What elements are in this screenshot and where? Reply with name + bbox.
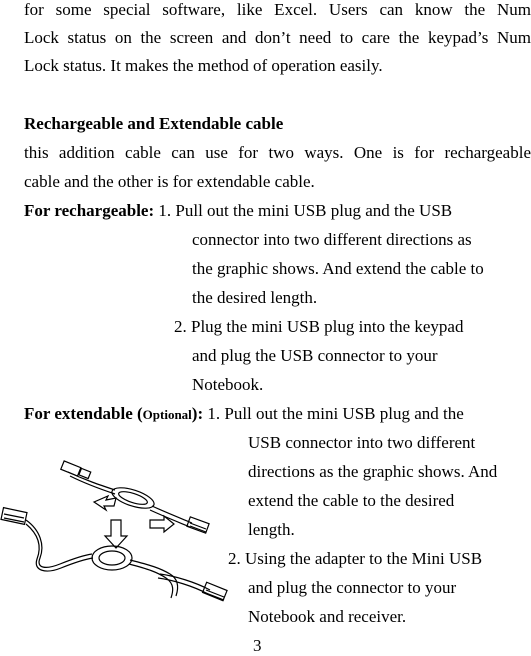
page-number: 3 [253, 636, 262, 655]
lower-cable [1, 508, 227, 601]
extendable-step-1-line-5: length. [248, 520, 295, 539]
rechargeable-step-1-number: 1. [158, 201, 172, 220]
extendable-step-1-line-3: directions as the graphic shows. And [248, 462, 498, 481]
rechargeable-step-1-line-1: For rechargeable: 1. Pull out the mini USB plug and the USB [24, 201, 453, 220]
rechargeable-label: For rechargeable: [24, 201, 155, 220]
rechargeable-step-1-line-3: the graphic shows. And extend the cable to [192, 259, 484, 278]
section-body-line-2: cable and the other is for extendable cable. [24, 172, 315, 191]
rechargeable-step-1-line-2: connector into two different directions as [192, 230, 472, 249]
rechargeable-step-1-line-4: the desired length. [192, 288, 318, 307]
cable-illustration [0, 440, 232, 615]
section-body-line-1: this addition cable can use for two ways. One is for rechargeable [24, 143, 531, 162]
extendable-step-1-line-1: For extendable (Optional): 1. Pull out the mini USB plug and the [24, 404, 464, 423]
extendable-step-2-line-3: Notebook and receiver. [248, 607, 407, 626]
extendable-step-1-number: 1. [207, 404, 221, 423]
extendable-label: For extendable (Optional): [24, 404, 204, 423]
extendable-step-2-line-1: 2. Using the adapter to the Mini USB [228, 549, 483, 568]
section-heading: Rechargeable and Extendable cable [24, 114, 284, 133]
rechargeable-step-2-line-1: 2. Plug the mini USB plug into the keypad [174, 317, 464, 336]
upper-cable [61, 461, 209, 533]
intro-line-1: for some special software, like Excel. Users can know the Num [24, 0, 531, 19]
extendable-step-2-line-2: and plug the connector to your [248, 578, 457, 597]
intro-line-3: Lock status. It makes the method of operation easily. [24, 56, 383, 75]
rechargeable-step-2-line-2: and plug the USB connector to your [192, 346, 438, 365]
extendable-step-1-line-2: USB connector into two different [248, 433, 476, 452]
rechargeable-step-2-number: 2. [174, 317, 187, 336]
rechargeable-step-2-line-3: Notebook. [192, 375, 264, 394]
intro-line-2: Lock status on the screen and don’t need to care the keypad’s Num [24, 28, 531, 47]
extendable-step-2-number: 2. [228, 549, 241, 568]
arrows [94, 496, 174, 548]
extendable-step-1-line-4: extend the cable to the desired [248, 491, 455, 510]
